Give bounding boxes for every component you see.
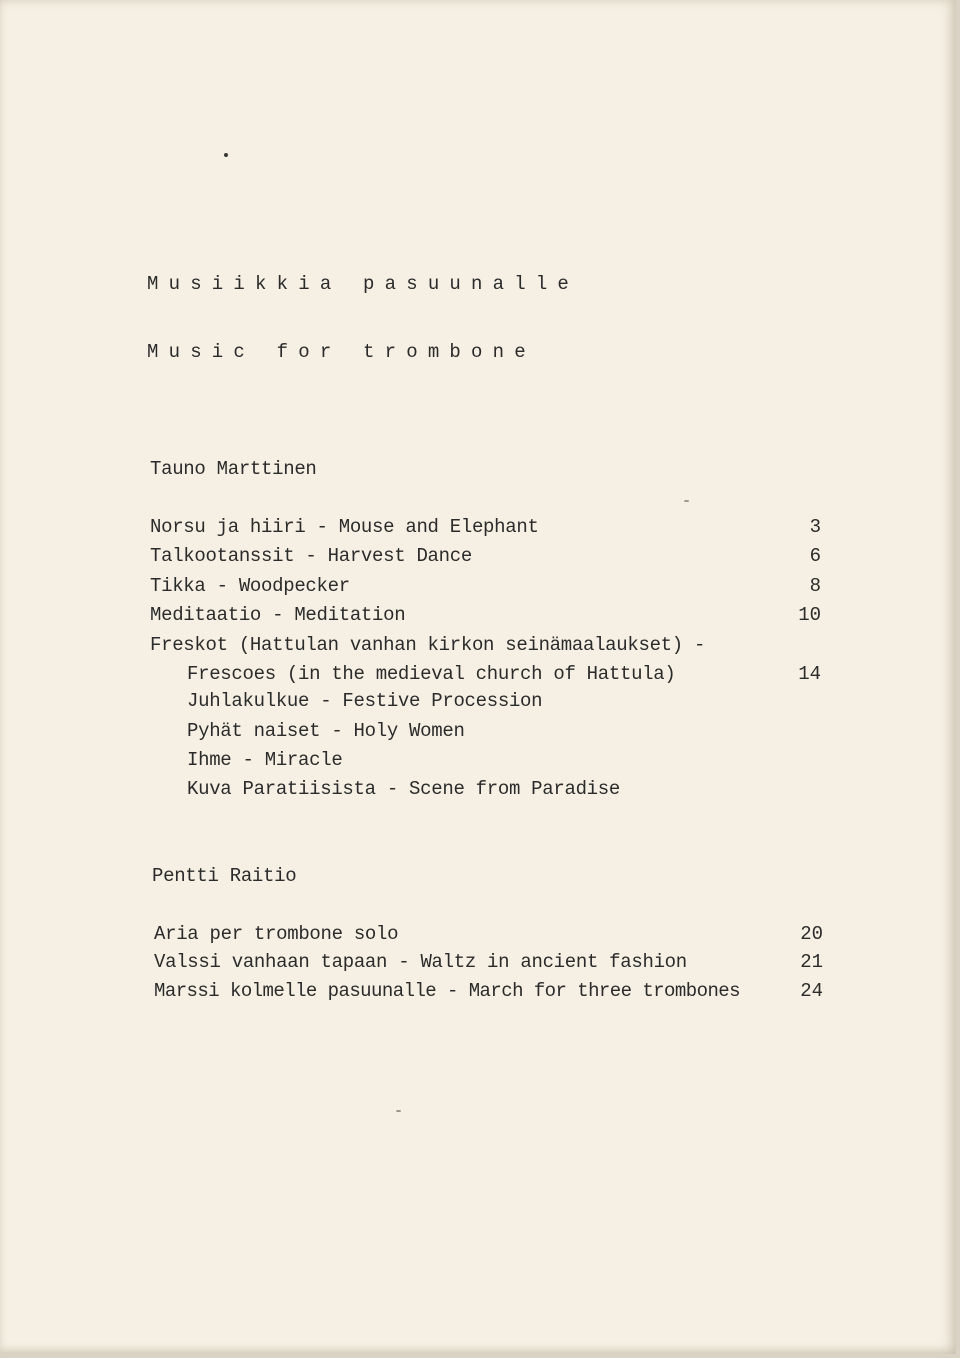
contents-entry: Talkootanssit - Harvest Dance <box>150 545 472 567</box>
contents-entry: Ihme - Miracle <box>187 749 343 771</box>
composer-heading: Pentti Raitio <box>152 865 297 887</box>
page-number: 3 <box>809 516 821 538</box>
ink-speck <box>396 1110 401 1112</box>
page-number: 14 <box>798 663 821 685</box>
ink-speck <box>224 153 228 157</box>
page-number: 8 <box>809 575 821 597</box>
contents-entry: Meditaatio - Meditation <box>150 604 406 626</box>
composer-heading: Tauno Marttinen <box>150 458 317 480</box>
page-number: 21 <box>800 951 823 973</box>
contents-entry: Marssi kolmelle pasuunalle - March for three trombones <box>154 980 741 1002</box>
contents-entry: Pyhät naiset - Holy Women <box>187 720 465 742</box>
page-number: 20 <box>800 923 823 945</box>
contents-entry: Tikka - Woodpecker <box>150 575 350 597</box>
contents-entry: Juhlakulkue - Festive Procession <box>187 690 543 712</box>
contents-entry: Aria per trombone solo <box>154 923 399 945</box>
contents-entry: Frescoes (in the medieval church of Hattula) <box>187 663 676 685</box>
page-number: 24 <box>800 980 823 1002</box>
contents-entry: Norsu ja hiiri - Mouse and Elephant <box>150 516 539 538</box>
title-english: Music for trombone <box>147 341 536 363</box>
contents-entry: Freskot (Hattulan vanhan kirkon seinämaalaukset) - <box>150 634 706 656</box>
ink-speck <box>684 500 689 502</box>
contents-entry: Valssi vanhaan tapaan - Waltz in ancient fashion <box>154 951 687 973</box>
page-number: 10 <box>798 604 821 626</box>
page-number: 6 <box>809 545 821 567</box>
contents-entry: Kuva Paratiisista - Scene from Paradise <box>187 778 620 800</box>
title-finnish: Musiikkia pasuunalle <box>147 273 580 295</box>
